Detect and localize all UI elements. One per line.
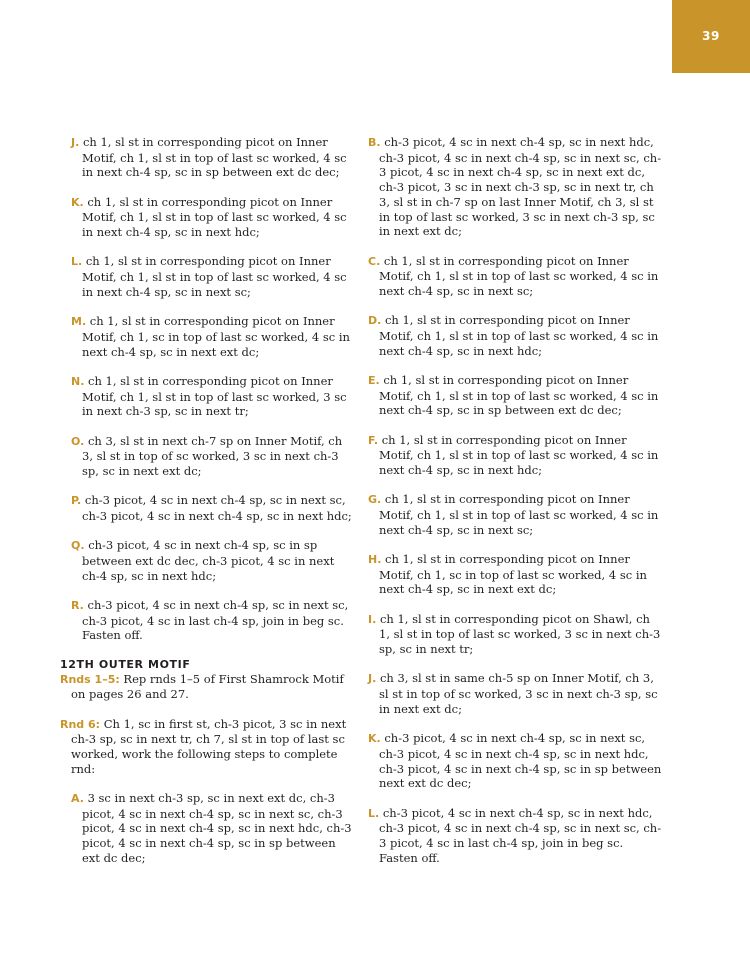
step-item (60, 791, 355, 866)
step-item (60, 374, 355, 419)
step-letter: J. (368, 672, 377, 686)
rnds-1-5-instruction (60, 672, 355, 702)
step-letter: I. (368, 612, 377, 626)
step-item (368, 806, 663, 866)
step-letter: L. (71, 255, 83, 269)
step-letter: F. (368, 433, 379, 447)
rnd-6-instruction (60, 717, 355, 777)
step-letter: R. (71, 598, 84, 612)
step-letter: J. (71, 136, 80, 149)
step-text: 3 sc in next ch-3 sp, sc in next ext dc, ch-3 picot, 4 sc in next ch-4 sp, sc in next sc, ch-3 picot, 4 sc in next ch-4 sp, sc in next hdc, ch-3 picot, 4 sc in next ch-4 sp, sc in sp between ext dc dec; (82, 791, 352, 865)
step-letter: L. (368, 806, 380, 820)
step-item (60, 434, 355, 479)
step-item (60, 254, 355, 299)
rnds-1-5-text: Rep rnds 1–5 of First Shamrock Motif on pages 26 and 27. (71, 671, 344, 702)
step-text: ch-3 picot, 4 sc in next ch-4 sp, sc in next sc, ch-3 picot, 4 sc in next ch-4 sp, sc in next hdc, ch-3 picot, 4 sc in next ch-4 sp, sc in sp between next ext dc dec; (379, 731, 662, 791)
step-text: ch 1, sl st in corresponding picot on Inner Motif, ch 1, sl st in top of last sc worked, 4 sc in next ch-4 sp, sc in next hdc; (379, 432, 659, 478)
step-text: ch-3 picot, 4 sc in next ch-4 sp, sc in sp between ext dc dec, ch-3 picot, 4 sc in next ch-4 sp, sc in next hdc; (82, 538, 335, 583)
step-text: ch-3 picot, 4 sc in next ch-4 sp, sc in next sc, ch-3 picot, 4 sc in next ch-4 sp, sc in next hdc; (82, 493, 352, 523)
step-letter: D. (368, 314, 382, 328)
step-letter: O. (71, 434, 85, 448)
step-letter: G. (368, 493, 382, 507)
step-letter: B. (368, 136, 381, 149)
step-text: ch 1, sl st in corresponding picot on Inner Motif, ch 1, sl st in top of last sc worked, 3 sc in next ch-3 sp, sc in next tr; (82, 373, 347, 419)
step-letter: C. (368, 254, 381, 268)
step-text: ch 1, sl st in corresponding picot on Inner Motif, ch 1, sc in top of last sc worked, 4 sc in next ch-4 sp, sc in next ext dc; (82, 314, 350, 359)
step-text: ch-3 picot, 4 sc in next ch-4 sp, sc in next hdc, ch-3 picot, 4 sc in next ch-4 sp, sc in next sc, ch-3 picot, 4 sc in next ch-4 sp, sc in next ext dc, ch-3 picot, 3 sc in next ch-3 sp, sc in next tr, ch 3, sl st in ch-7 sp on last Inner Motif, ch 3, sl st in top of last sc worked, 3 sc in next ch-3 sp, sc in next ext dc; (379, 135, 662, 239)
step-letter: P. (71, 494, 82, 508)
right-column (368, 135, 663, 880)
step-text: ch 1, sl st in corresponding picot on Inner Motif, ch 1, sl st in top of last sc worked, 4 sc in next ch-4 sp, sc in next hdc; (82, 194, 347, 240)
left-steps-list (60, 135, 355, 643)
step-text: ch 3, sl st in next ch-7 sp on Inner Motif, ch 3, sl st in top of sc worked, 3 sc in next ch-3 sp, sc in next ext dc; (82, 433, 343, 478)
step-letter: K. (368, 732, 381, 746)
step-item (60, 135, 355, 180)
step-item (368, 135, 663, 239)
left-column (60, 135, 355, 880)
step-item (368, 433, 663, 478)
step-text: ch-3 picot, 4 sc in next ch-4 sp, sc in next hdc, ch-3 picot, 4 sc in next ch-4 sp, sc in next sc, ch-3 picot, 4 sc in last ch-4 sp, join in beg sc. Fasten off. (379, 805, 662, 865)
rnd-6-text: Ch 1, sc in first st, ch-3 picot, 3 sc in next ch-3 sp, sc in next tr, ch 7, sl st in top of last sc worked, work the following steps to complete rnd: (71, 716, 347, 776)
step-item (368, 254, 663, 299)
step-item (60, 598, 355, 643)
step-letter: A. (71, 792, 84, 806)
step-text: ch-3 picot, 4 sc in next ch-4 sp, sc in next sc, ch-3 picot, 4 sc in last ch-4 sp, join in beg sc. Fasten off. (82, 597, 349, 643)
step-text: ch 1, sl st in corresponding picot on Inner Motif, ch 1, sl st in top of last sc worked, 4 sc in next ch-4 sp, sc in next sc; (82, 254, 347, 299)
step-item (368, 731, 663, 791)
step-letter: M. (71, 315, 87, 329)
step-text: ch 1, sl st in corresponding picot on Inner Motif, ch 1, sl st in top of last sc worked, 4 sc in next ch-4 sp, sc in sp between ext dc dec; (82, 135, 347, 180)
step-item (60, 195, 355, 240)
step-item (368, 313, 663, 358)
step-text: ch 1, sl st in corresponding picot on Inner Motif, ch 1, sl st in top of last sc worked, 4 sc in next ch-4 sp, sc in sp between ext dc dec; (379, 372, 659, 418)
step-text: ch 1, sl st in corresponding picot on Shawl, ch 1, sl st in top of last sc worked, 3 sc in next ch-3 sp, sc in next tr; (379, 611, 661, 657)
step-item (60, 538, 355, 583)
step-letter: K. (71, 195, 84, 209)
rnd-6-label: Rnd 6: (60, 717, 101, 731)
step-letter: Q. (71, 539, 85, 553)
step-letter: E. (368, 373, 380, 387)
rnds-1-5-label: Rnds 1–5: (60, 672, 120, 686)
right-steps-list (368, 135, 663, 865)
step-item (60, 314, 355, 359)
page-number-tab (672, 0, 750, 73)
step-item (368, 373, 663, 418)
step-text: ch 1, sl st in corresponding picot on Inner Motif, ch 1, sl st in top of last sc worked, 4 sc in next ch-4 sp, sc in next hdc; (379, 313, 659, 358)
step-letter: H. (368, 553, 382, 567)
section-heading: 12TH OUTER MOTIF (60, 657, 191, 671)
step-item (60, 493, 355, 523)
step-text: ch 1, sl st in corresponding picot on Inner Motif, ch 1, sc in top of last sc worked, 4 sc in next ch-4 sp, sc in next ext dc; (379, 552, 647, 597)
step-item (368, 612, 663, 657)
step-text: ch 3, sl st in same ch-5 sp on Inner Motif, ch 3, sl st in top of sc worked, 3 sc in next ch-3 sp, sc in next ext dc; (379, 671, 658, 716)
step-letter: N. (71, 374, 85, 388)
step-text: ch 1, sl st in corresponding picot on Inner Motif, ch 1, sl st in top of last sc worked, 4 sc in next ch-4 sp, sc in next sc; (379, 492, 659, 537)
step-item (368, 671, 663, 716)
step-text: ch 1, sl st in corresponding picot on Inner Motif, ch 1, sl st in top of last sc worked, 4 sc in next ch-4 sp, sc in next sc; (379, 253, 659, 298)
step-item (368, 552, 663, 597)
step-item (368, 492, 663, 537)
page-number: 39 (702, 29, 720, 43)
